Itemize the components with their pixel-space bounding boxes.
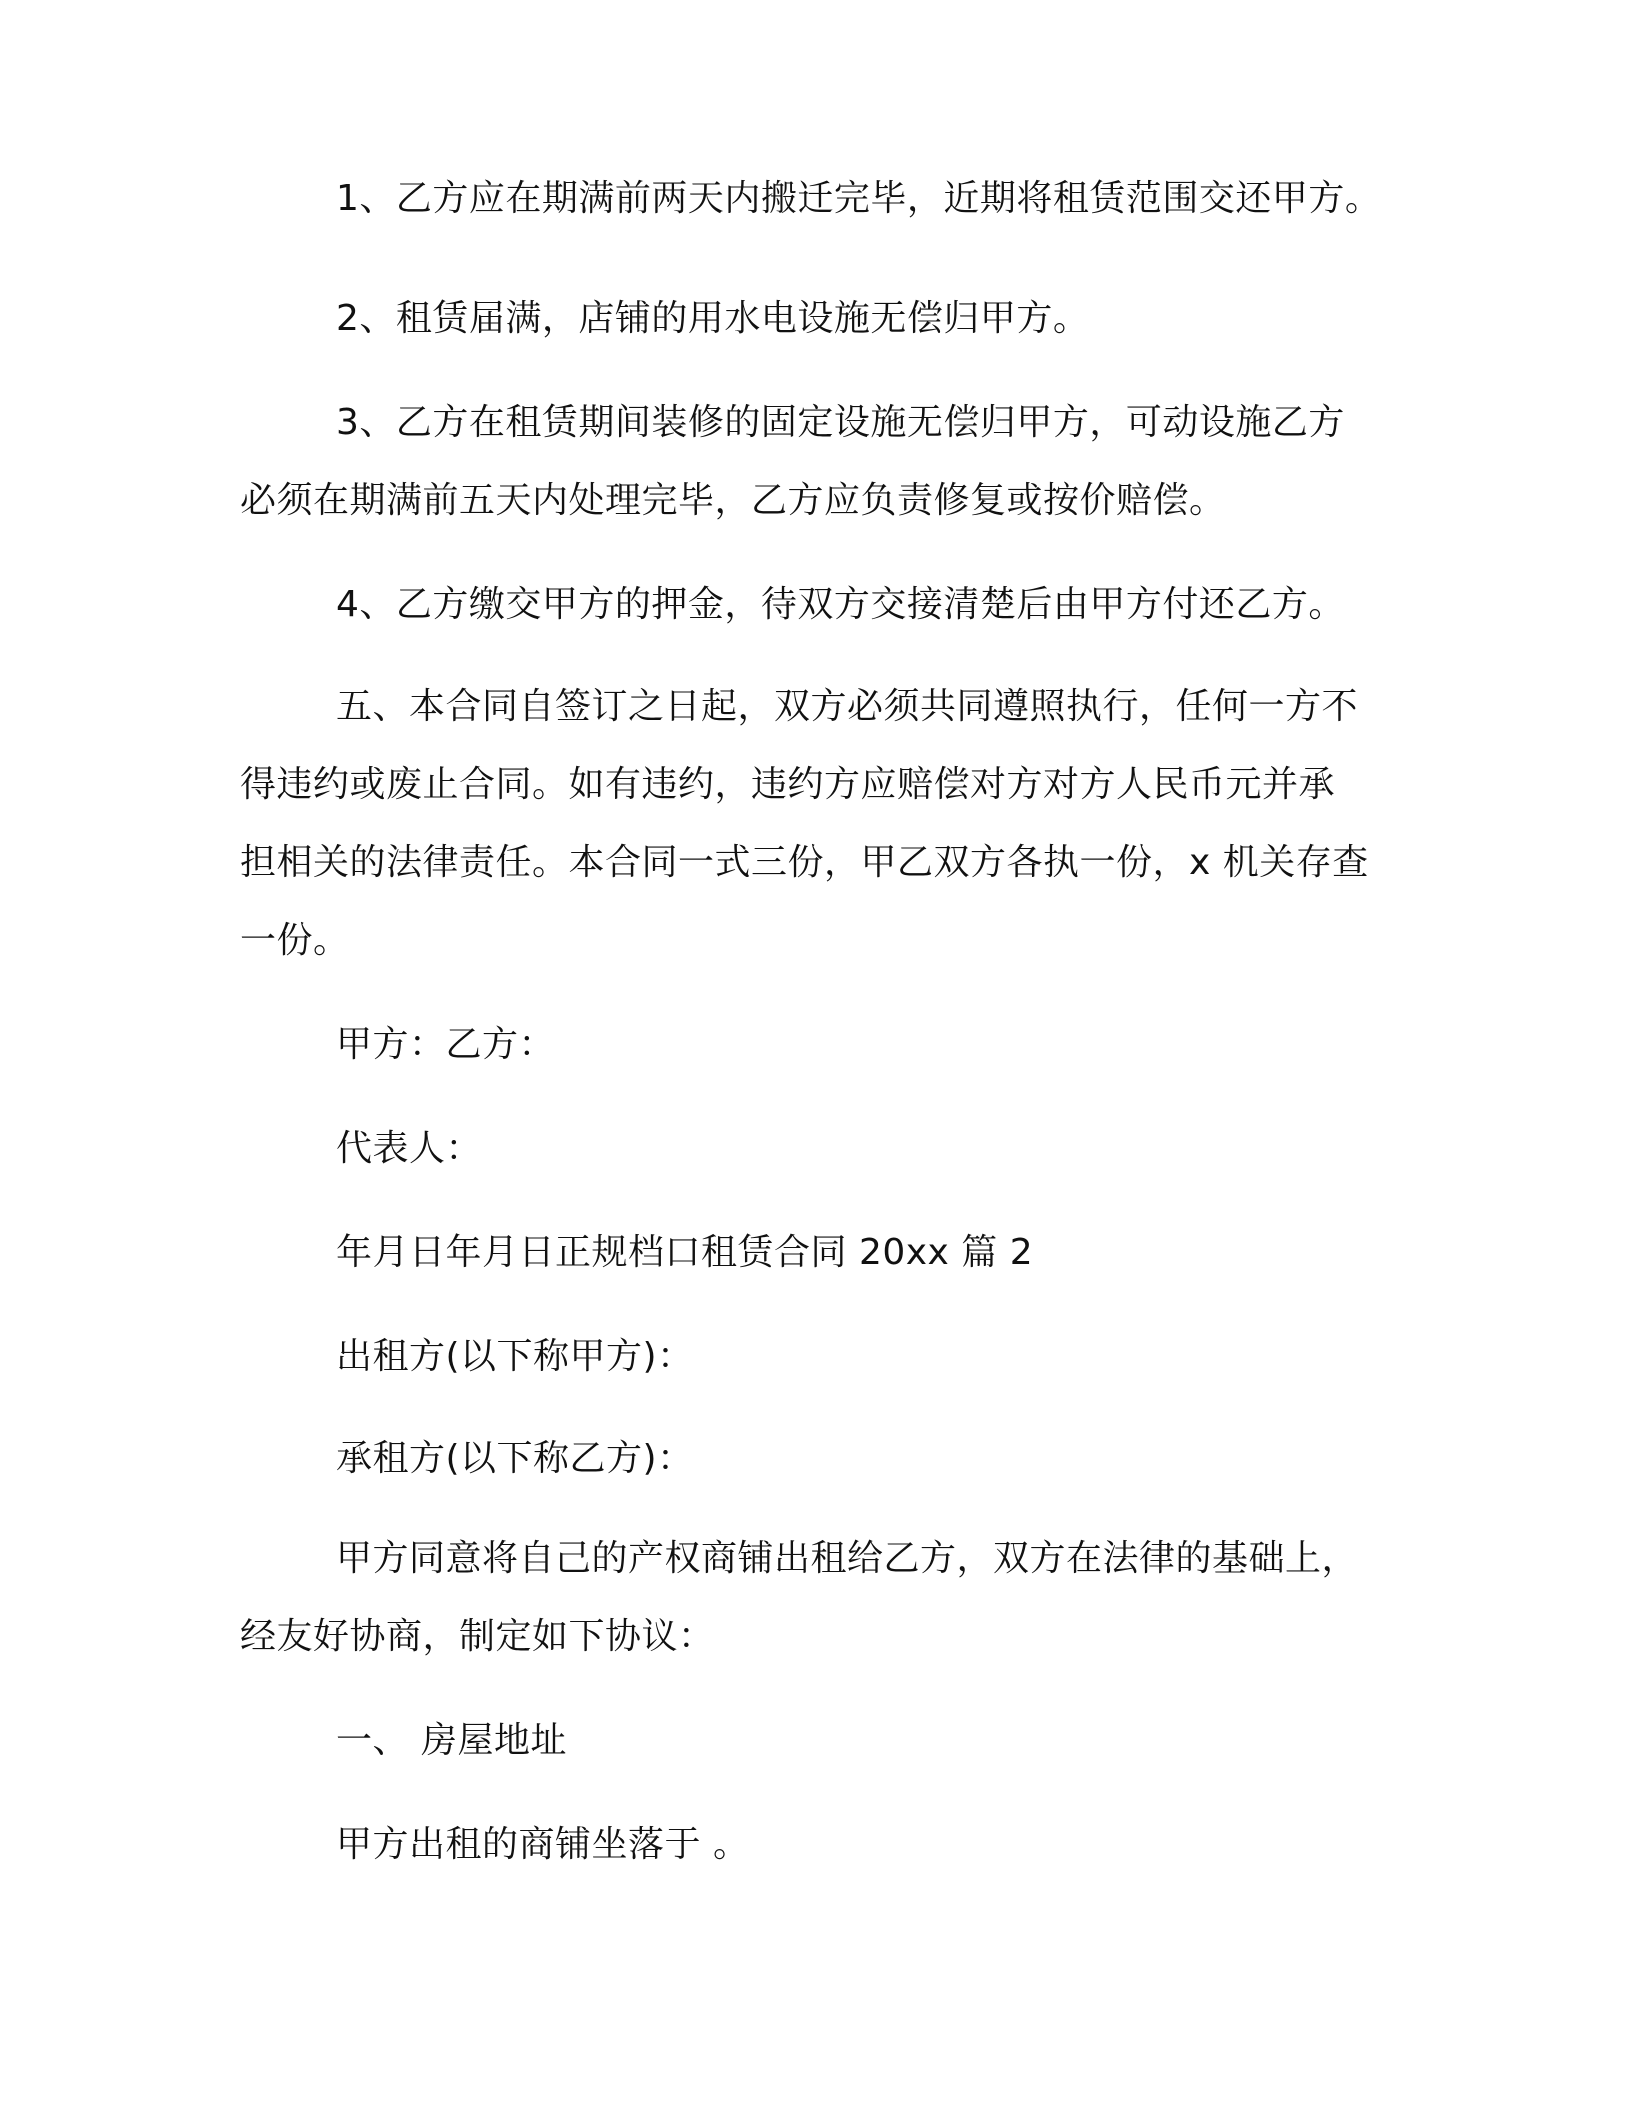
agreement-intro-line-2: 经友好协商，制定如下协议： [240,1616,715,1657]
section-5 [240,668,1380,980]
lessee-line: 承租方(以下称乙方)： [336,1438,694,1479]
section-5-line-4: 一份。 [240,920,350,961]
clause-4: 4、乙方缴交甲方的押金，待双方交接清楚后由甲方付还乙方。 [336,584,1345,625]
clause-3-line-1: 3、乙方在租赁期间装修的固定设施无偿归甲方，可动设施乙方 [336,402,1345,443]
representative: 代表人： [336,1128,483,1169]
section-5-line-1: 五、本合同自签订之日起，双方必须共同遵照执行，任何一方不 [336,686,1359,727]
section-5-line-2: 得违约或废止合同。如有违约，违约方应赔偿对方对方人民币元并承 [240,764,1336,805]
agreement-intro-line-1: 甲方同意将自己的产权商铺出租给乙方，双方在法律的基础上， [336,1538,1359,1579]
date-and-title: 年月日年月日正规档口租赁合同 20xx 篇 2 [336,1232,1034,1273]
clause-2: 2、租赁届满，店铺的用水电设施无偿归甲方。 [336,298,1090,339]
clause-1: 1、乙方应在期满前两天内搬迁完毕，近期将租赁范围交还甲方。 [336,178,1382,219]
shop-location: 甲方出租的商铺坐落于 。 [336,1824,750,1865]
signature-parties: 甲方：乙方： [336,1024,556,1065]
section-5-line-3: 担相关的法律责任。本合同一式三份，甲乙双方各执一份，x 机关存查 [240,842,1369,883]
section-1-heading: 一、 房屋地址 [336,1720,567,1761]
agreement-intro [240,1520,1380,1676]
lessor-line: 出租方(以下称甲方)： [336,1336,694,1377]
clause-3 [240,384,1380,540]
clause-3-line-2: 必须在期满前五天内处理完毕，乙方应负责修复或按价赔偿。 [240,480,1226,521]
